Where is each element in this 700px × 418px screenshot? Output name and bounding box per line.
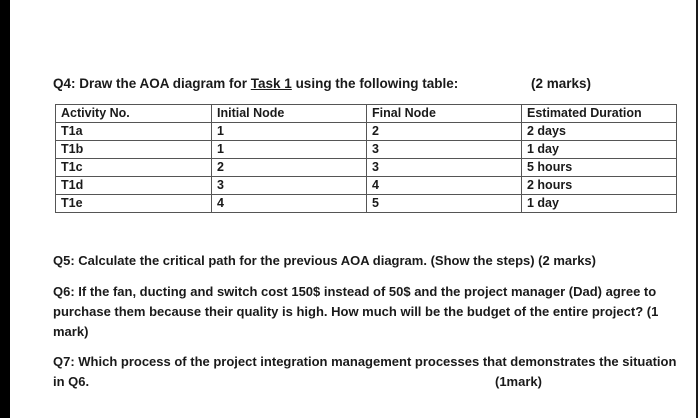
initial-node-cell: 4 — [212, 195, 367, 213]
activity-cell: T1a — [56, 123, 212, 141]
duration-cell: 2 hours — [522, 177, 677, 195]
initial-node-cell: 3 — [212, 177, 367, 195]
duration-cell: 1 day — [522, 195, 677, 213]
q6-question: Q6: If the fan, ducting and switch cost 150$ instead of 50$ and the project manager (Dad) agree to purchase them because their quality is high. How much will be the budget of the entire project? (1 mark) — [53, 284, 659, 339]
table-row — [56, 159, 677, 177]
activity-cell: T1d — [56, 177, 212, 195]
duration-cell: 5 hours — [522, 159, 677, 177]
activity-cell: T1b — [56, 141, 212, 159]
activity-table — [55, 104, 677, 213]
final-node-cell: 4 — [367, 177, 522, 195]
header-estimated-duration: Estimated Duration — [522, 105, 677, 123]
q4-suffix: using the following table: — [291, 76, 459, 91]
final-node-cell: 2 — [367, 123, 522, 141]
final-node-cell: 3 — [367, 141, 522, 159]
right-border-line — [696, 0, 698, 418]
table-row — [56, 141, 677, 159]
left-border-bar — [0, 0, 10, 418]
initial-node-cell: 1 — [212, 141, 367, 159]
q4-marks: (2 marks) — [531, 76, 592, 91]
duration-cell: 2 days — [522, 123, 677, 141]
initial-node-cell: 1 — [212, 123, 367, 141]
table-row — [56, 195, 677, 213]
q5-question: Q5: Calculate the critical path for the previous AOA diagram. (Show the steps) (2 marks) — [53, 253, 596, 268]
table-row — [56, 123, 677, 141]
header-activity-no: Activity No. — [56, 105, 212, 123]
q4-question — [53, 76, 458, 91]
initial-node-cell: 2 — [212, 159, 367, 177]
final-node-cell: 3 — [367, 159, 522, 177]
activity-cell: T1c — [56, 159, 212, 177]
q7-marks: (1mark) — [495, 374, 542, 389]
activity-cell: T1e — [56, 195, 212, 213]
header-initial-node: Initial Node — [212, 105, 367, 123]
header-final-node: Final Node — [367, 105, 522, 123]
final-node-cell: 5 — [367, 195, 522, 213]
table-row — [56, 177, 677, 195]
q4-task-reference: Task 1 — [250, 76, 292, 91]
duration-cell: 1 day — [522, 141, 677, 159]
q7-question: Q7: Which process of the project integration management processes that demonstrates the situation in Q6. — [53, 354, 677, 389]
table-header-row — [56, 105, 677, 123]
q4-prefix: Q4: Draw the AOA diagram for — [53, 76, 251, 91]
